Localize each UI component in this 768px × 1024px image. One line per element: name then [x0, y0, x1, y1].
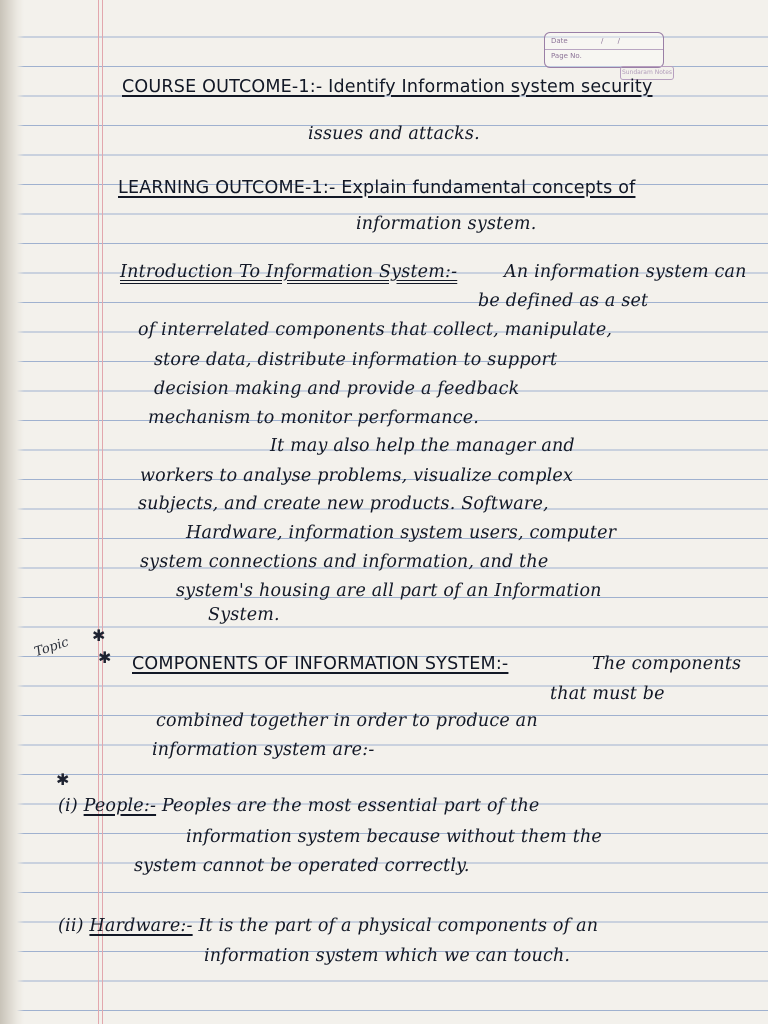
intro-line: subjects, and create new products. Software, — [138, 494, 549, 514]
topic-tag: Topic — [32, 634, 71, 661]
margin-line — [98, 0, 99, 1024]
star-icon: ✱ — [98, 648, 112, 667]
item-people-line1 — [58, 792, 539, 822]
star-icon: ✱ — [56, 770, 70, 789]
item-text: Peoples are the most essential part of the — [161, 796, 540, 816]
date-label: Date — [551, 37, 568, 45]
components-heading: COMPONENTS OF INFORMATION SYSTEM:- — [132, 654, 509, 674]
components-line: information system are:- — [152, 740, 375, 760]
course-outcome-line2: issues and attacks. — [308, 124, 480, 144]
intro-line: It may also help the manager and — [270, 436, 575, 456]
components-line: that must be — [550, 684, 665, 704]
introduction-heading: Introduction To Information System:- — [120, 262, 458, 282]
item-term: Hardware:- — [89, 916, 193, 936]
item-hardware-line1 — [58, 912, 598, 942]
item-hardware-line2: information system which we can touch. — [204, 946, 571, 966]
intro-line: decision making and provide a feedback — [154, 379, 520, 399]
intro-line: be defined as a set — [478, 291, 649, 311]
components-line: combined together in order to produce an — [156, 711, 538, 731]
intro-line: Hardware, information system users, computer — [186, 523, 617, 543]
item-people-line3: system cannot be operated correctly. — [134, 856, 470, 876]
course-outcome-line1: COURSE OUTCOME-1:- Identify Information system security — [122, 77, 653, 97]
intro-line: System. — [208, 605, 280, 625]
date-page-stamp — [544, 32, 664, 68]
intro-line: An information system can — [504, 262, 747, 282]
item-text: It is the part of a physical components of an — [198, 916, 599, 936]
item-marker: (i) — [58, 796, 78, 816]
intro-line: system's housing are all part of an Information — [176, 581, 602, 601]
intro-line: of interrelated components that collect, manipulate, — [138, 320, 613, 340]
star-icon: ✱ — [92, 626, 106, 645]
intro-line: workers to analyse problems, visualize complex — [140, 466, 574, 486]
date-marks: / / — [601, 37, 626, 45]
intro-line: mechanism to monitor performance. — [148, 408, 480, 428]
item-marker: (ii) — [58, 916, 84, 936]
components-line: The components — [592, 654, 742, 674]
intro-line: store data, distribute information to support — [154, 350, 558, 370]
margin-line-second — [102, 0, 103, 1024]
brand-stamp: Sundaram Notes — [620, 66, 674, 80]
item-people-line2: information system because without them the — [186, 827, 602, 847]
stamp-divider — [545, 49, 663, 50]
learning-outcome-line1: LEARNING OUTCOME-1:- Explain fundamental concepts of — [118, 178, 636, 198]
learning-outcome-line2: information system. — [356, 214, 537, 234]
binding-edge — [0, 0, 24, 1024]
page-no-label: Page No. — [551, 52, 582, 60]
item-term: People:- — [83, 796, 157, 816]
intro-line: system connections and information, and the — [140, 552, 549, 572]
